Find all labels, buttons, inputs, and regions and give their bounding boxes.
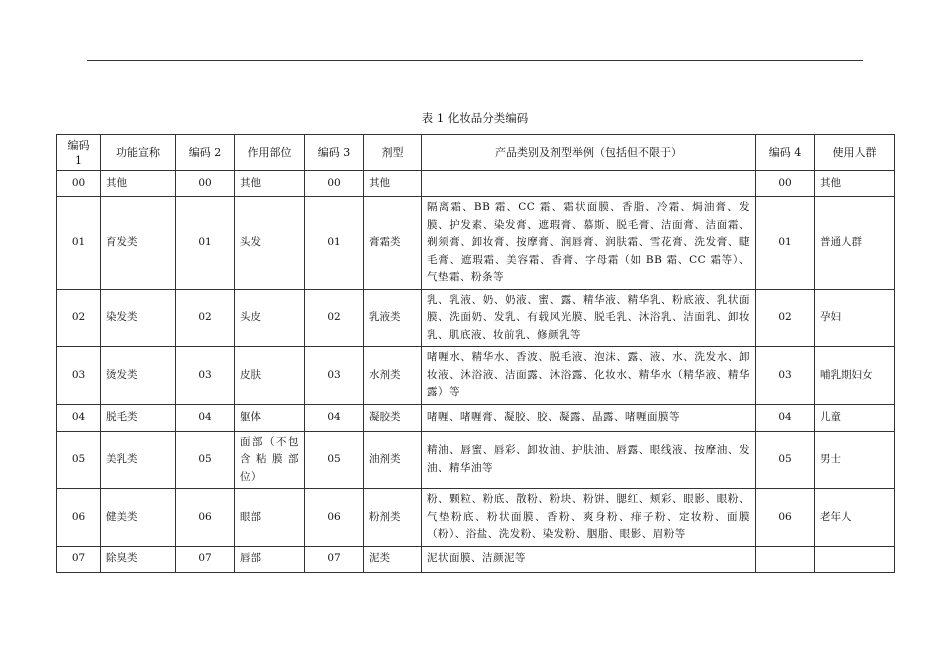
header-code1-label: 编码 1 <box>67 138 90 167</box>
cell-code2: 04 <box>176 404 235 431</box>
cell-form: 粉剂类 <box>364 489 422 547</box>
cell-form: 乳液类 <box>364 289 422 347</box>
classification-table <box>56 134 895 573</box>
cell-site: 头发 <box>235 197 305 290</box>
cell-code3: 06 <box>305 489 364 547</box>
cell-site: 躯体 <box>235 404 305 431</box>
cell-code4: 04 <box>756 404 815 431</box>
cell-form: 凝胶类 <box>364 404 422 431</box>
cell-people: 孕妇 <box>815 289 895 347</box>
cell-code1: 06 <box>57 489 101 547</box>
cell-code1: 04 <box>57 404 101 431</box>
cell-examples: 粉、颗粒、粉底、散粉、粉块、粉饼、腮红、颊彩、眼影、眼粉、气垫粉底、粉状面膜、香粉、爽身粉、痱子粉、定妆粉、面膜（粉）、浴盐、洗发粉、染发粉、胭脂、眼影、眉粉等 <box>422 489 756 547</box>
header-form: 剂型 <box>364 135 422 171</box>
cell-form: 水剂类 <box>364 347 422 405</box>
cell-code1: 01 <box>57 197 101 290</box>
cell-examples: 隔离霜、BB 霜、CC 霜、霜状面膜、香脂、冷霜、焗油膏、发膜、护发素、染发膏、遮瑕膏、慕斯、脱毛膏、洁面膏、洁面霜、剃须膏、卸妆膏、按摩膏、润唇膏、润肤霜、雪花膏、洗发膏、睫毛膏、遮瑕霜、美容霜、香膏、字母霜（如 BB 霜、CC 霜等）、气垫霜、粉条等 <box>422 197 756 290</box>
table-row <box>57 347 895 405</box>
cell-code1: 05 <box>57 431 101 489</box>
cell-code3: 07 <box>305 546 364 572</box>
cell-site: 头皮 <box>235 289 305 347</box>
cell-examples: 啫喱、啫喱膏、凝胶、胶、凝露、晶露、啫喱面膜等 <box>422 404 756 431</box>
header-site: 作用部位 <box>235 135 305 171</box>
cell-code2: 06 <box>176 489 235 547</box>
cell-people <box>815 546 895 572</box>
cell-form: 油剂类 <box>364 431 422 489</box>
cell-examples <box>422 171 756 197</box>
cell-code4: 01 <box>756 197 815 290</box>
cell-code2: 00 <box>176 171 235 197</box>
cell-code3: 02 <box>305 289 364 347</box>
cell-code4: 05 <box>756 431 815 489</box>
cell-site: 皮肤 <box>235 347 305 405</box>
cell-function: 染发类 <box>101 289 176 347</box>
cell-examples: 啫喱水、精华水、香波、脱毛液、泡沫、露、液、水、洗发水、卸妆液、沐浴液、洁面露、沐浴露、化妆水、精华水（精华液、精华露）等 <box>422 347 756 405</box>
cell-examples: 泥状面膜、洁颜泥等 <box>422 546 756 572</box>
cell-function: 脱毛类 <box>101 404 176 431</box>
cell-function: 美乳类 <box>101 431 176 489</box>
table-row <box>57 197 895 290</box>
header-people: 使用人群 <box>815 135 895 171</box>
cell-code3: 01 <box>305 197 364 290</box>
table-row <box>57 404 895 431</box>
cell-function: 健美类 <box>101 489 176 547</box>
cell-people: 普通人群 <box>815 197 895 290</box>
cell-people: 其他 <box>815 171 895 197</box>
cell-people: 老年人 <box>815 489 895 547</box>
table-caption: 表 1 化妆品分类编码 <box>421 111 529 125</box>
header-code1 <box>57 135 101 171</box>
cell-site: 面部（不包含粘膜部位） <box>235 431 305 489</box>
cell-people: 儿童 <box>815 404 895 431</box>
table-row <box>57 546 895 572</box>
table-row <box>57 171 895 197</box>
cell-function: 烫发类 <box>101 347 176 405</box>
header-code2: 编码 2 <box>176 135 235 171</box>
cell-form: 膏霜类 <box>364 197 422 290</box>
header-rule <box>87 60 863 61</box>
cell-code1: 07 <box>57 546 101 572</box>
header-function: 功能宣称 <box>101 135 176 171</box>
cell-people: 男士 <box>815 431 895 489</box>
cell-function: 育发类 <box>101 197 176 290</box>
cell-function: 除臭类 <box>101 546 176 572</box>
cell-code1: 02 <box>57 289 101 347</box>
cell-people: 哺乳期妇女 <box>815 347 895 405</box>
cell-site: 其他 <box>235 171 305 197</box>
cell-examples: 乳、乳液、奶、奶液、蜜、露、精华液、精华乳、粉底液、乳状面膜、洗面奶、发乳、有载风光膜、脱毛乳、沐浴乳、洁面乳、卸妆乳、肌底液、妆前乳、修颜乳等 <box>422 289 756 347</box>
cell-form: 其他 <box>364 171 422 197</box>
cell-code4: 03 <box>756 347 815 405</box>
table-row <box>57 489 895 547</box>
header-code4: 编码 4 <box>756 135 815 171</box>
cell-function: 其他 <box>101 171 176 197</box>
cell-code3: 00 <box>305 171 364 197</box>
cell-code4: 02 <box>756 289 815 347</box>
cell-code2: 05 <box>176 431 235 489</box>
table-row <box>57 431 895 489</box>
cell-code2: 02 <box>176 289 235 347</box>
header-code3: 编码 3 <box>305 135 364 171</box>
header-examples: 产品类别及剂型举例（包括但不限于） <box>422 135 756 171</box>
cell-code4: 06 <box>756 489 815 547</box>
header-row <box>57 135 895 171</box>
table-row <box>57 289 895 347</box>
cell-code2: 01 <box>176 197 235 290</box>
cell-code4: 00 <box>756 171 815 197</box>
cell-code2: 03 <box>176 347 235 405</box>
cell-form: 泥类 <box>364 546 422 572</box>
cell-code1: 03 <box>57 347 101 405</box>
cell-examples: 精油、唇蜜、唇彩、卸妆油、护肤油、唇露、眼线液、按摩油、发油、精华油等 <box>422 431 756 489</box>
cell-code3: 03 <box>305 347 364 405</box>
cell-code2: 07 <box>176 546 235 572</box>
cell-code3: 05 <box>305 431 364 489</box>
cell-code3: 04 <box>305 404 364 431</box>
cell-code1: 00 <box>57 171 101 197</box>
cell-site: 唇部 <box>235 546 305 572</box>
cell-site: 眼部 <box>235 489 305 547</box>
cell-code4 <box>756 546 815 572</box>
